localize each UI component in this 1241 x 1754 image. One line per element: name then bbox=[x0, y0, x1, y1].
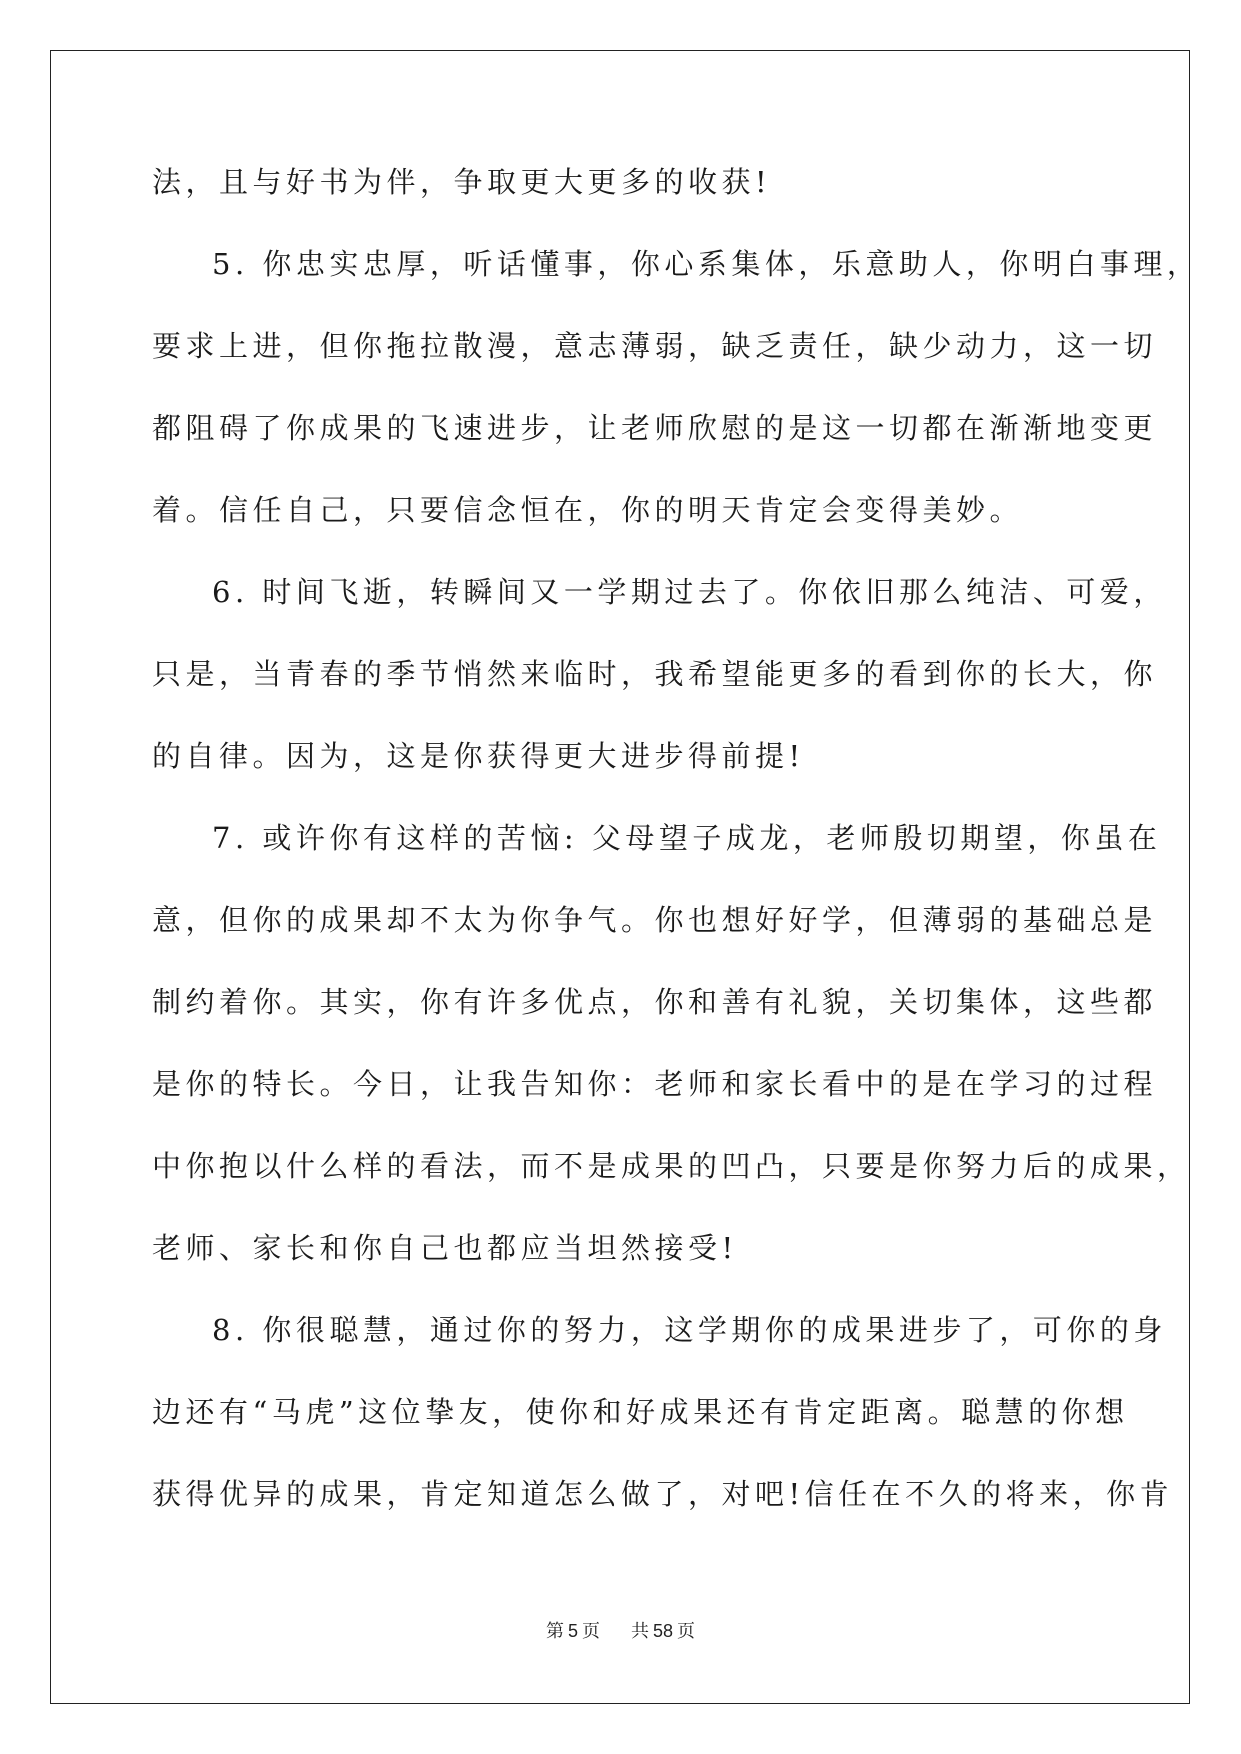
text-line: 中你抱以什么样的看法，而不是成果的凹凸，只要是你努力后的成果， bbox=[152, 1149, 1191, 1183]
text-line: 边还有“马虎”这位挚友，使你和好成果还有肯定距离。聪慧的你想 bbox=[152, 1395, 1129, 1429]
total-prefix: 共 bbox=[630, 1621, 649, 1642]
text-line: 获得优异的成果，肯定知道怎么做了，对吧!信任在不久的将来，你肯 bbox=[152, 1477, 1174, 1511]
text-line: 意，但你的成果却不太为你争气。你也想好好学，但薄弱的基础总是 bbox=[152, 903, 1158, 937]
total-pages-indicator bbox=[629, 1621, 697, 1642]
text-line: 是你的特长。今日，让我告知你：老师和家长看中的是在学习的过程 bbox=[152, 1067, 1158, 1101]
text-line: 着。信任自己，只要信念恒在，你的明天肯定会变得美妙。 bbox=[152, 493, 1024, 527]
text-line: 6. 时间飞逝，转瞬间又一学期过去了。你依旧那么纯洁、可爱， bbox=[212, 575, 1167, 609]
page-prefix: 第 bbox=[546, 1621, 565, 1642]
text-line: 5. 你忠实忠厚，听话懂事，你心系集体，乐意助人，你明白事理， bbox=[212, 247, 1201, 281]
document-body bbox=[152, 162, 1201, 1556]
page-number: 5 bbox=[568, 1621, 579, 1641]
total-pages: 58 bbox=[652, 1621, 673, 1641]
page-suffix: 页 bbox=[582, 1621, 601, 1642]
text-line: 制约着你。其实，你有许多优点，你和善有礼貌，关切集体，这些都 bbox=[152, 985, 1158, 1019]
text-line: 8. 你很聪慧，通过你的努力，这学期你的成果进步了，可你的身 bbox=[212, 1313, 1167, 1347]
page-footer bbox=[0, 1617, 1241, 1643]
text-line: 都阻碍了你成果的飞速进步，让老师欣慰的是这一切都在渐渐地变更 bbox=[152, 411, 1158, 445]
text-line: 7. 或许你有这样的苦恼: 父母望子成龙，老师殷切期望，你虽在 bbox=[212, 821, 1162, 855]
text-line: 的自律。因为，这是你获得更大进步得前提! bbox=[152, 739, 805, 773]
text-line: 要求上进，但你拖拉散漫，意志薄弱，缺乏责任，缺少动力，这一切 bbox=[152, 329, 1158, 363]
total-suffix: 页 bbox=[676, 1621, 695, 1642]
page-indicator bbox=[544, 1621, 608, 1642]
text-line: 只是，当青春的季节悄然来临时，我希望能更多的看到你的长大，你 bbox=[152, 657, 1158, 691]
text-line: 老师、家长和你自己也都应当坦然接受! bbox=[152, 1231, 738, 1265]
text-line: 法，且与好书为伴，争取更大更多的收获! bbox=[152, 165, 772, 199]
